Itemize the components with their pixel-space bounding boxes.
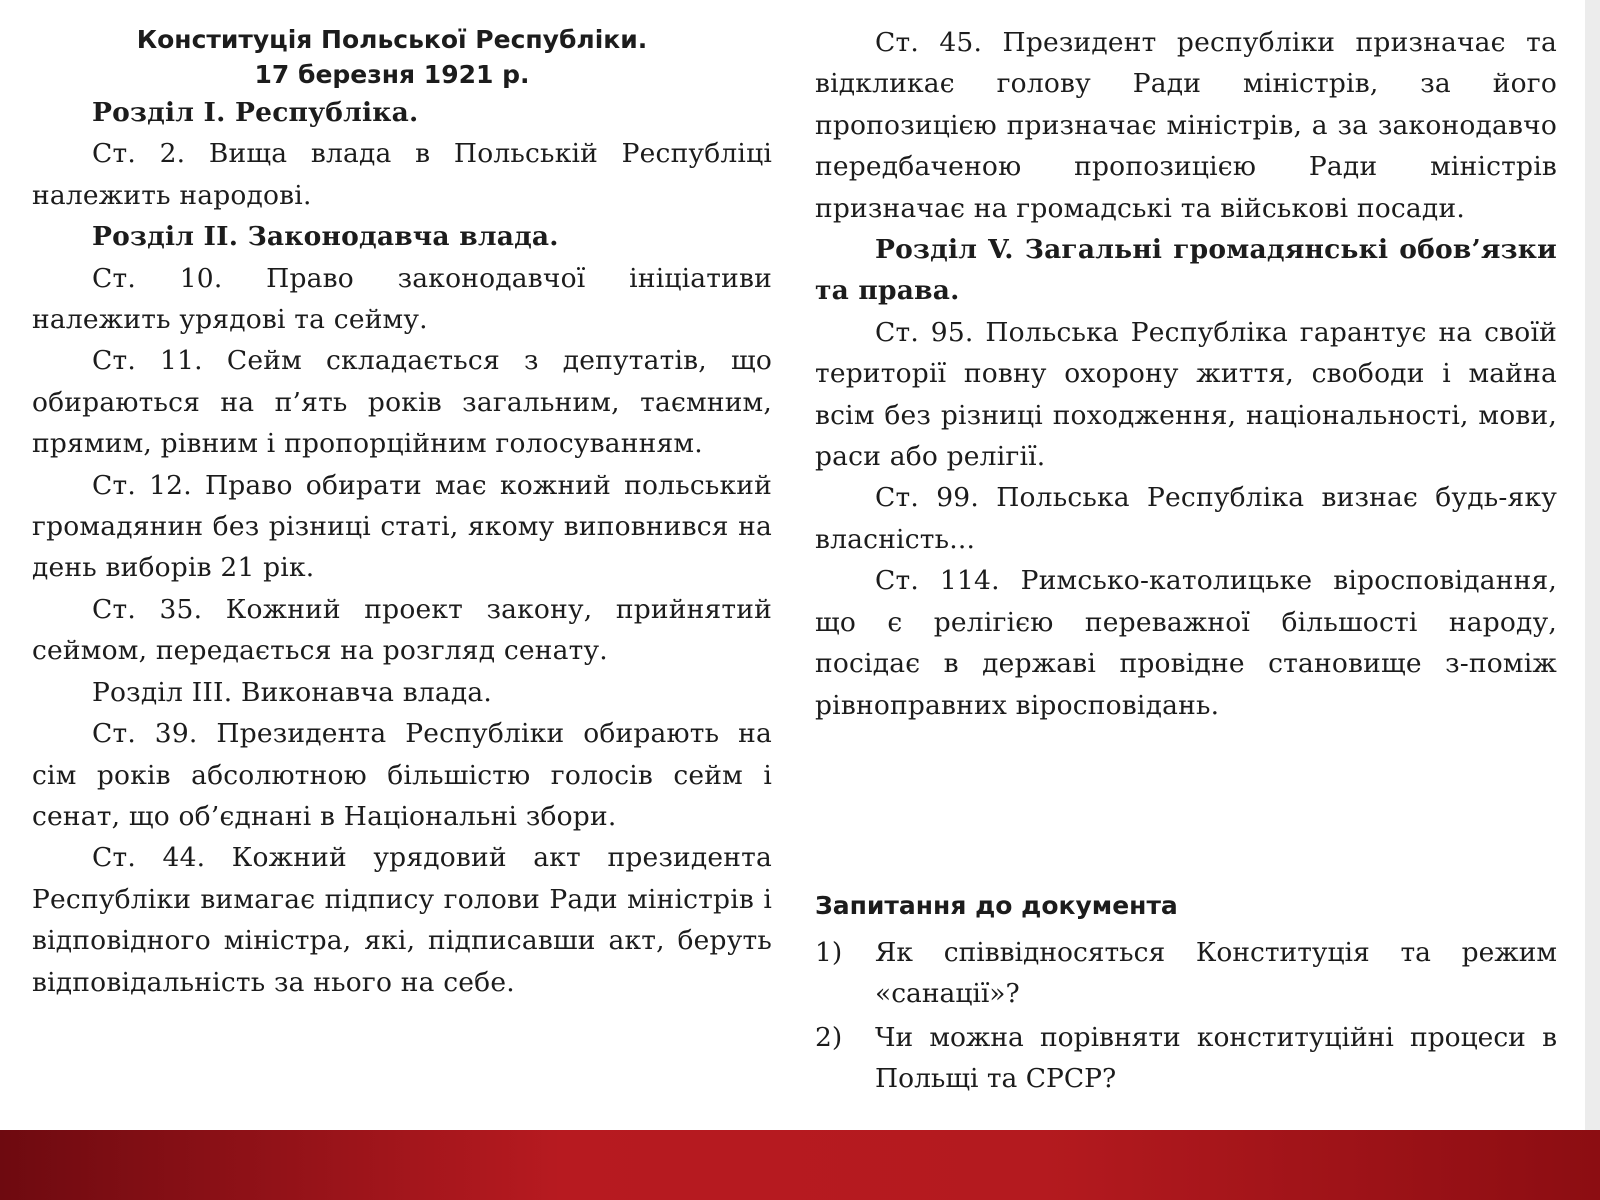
article-45: Ст. 45. Президент республіки призначає та відкликає голову Ради міністрів, за його пропозицією призначає міністрів, а за законодавчо передбаченою пропозицією Ради міністрів призначає на громадські та військові посади. [815,27,1557,224]
section-1-heading: Розділ І. Республіка. [92,97,419,128]
section-3-heading: Розділ ІІІ. Виконавча влада. [92,676,493,708]
article-95: Ст. 95. Польська Республіка гарантує на своїй території повну охорону життя, свободи і майна всім без різниці походження, національності, мови, раси або релігії. [815,316,1557,473]
left-column [32,22,772,1003]
article-99: Ст. 99. Польська Республіка визнає будь-яку власність... [815,482,1557,555]
question-number: 2) [815,1021,843,1053]
question-text: Як співвідносяться Конституція та режим «санації»? [875,937,1557,1010]
question-number: 1) [815,937,843,968]
questions-block [815,888,1557,1102]
document-title [32,22,772,92]
article-35: Ст. 35. Кожний проект закону, прийнятий сеймом, передається на розгляд сенату. [32,593,772,667]
article-12: Ст. 12. Право обирати має кожний польський громадянин без різниці статі, якому виповнився на день виборів 21 рік. [32,469,772,584]
article-44: Ст. 44. Кожний урядовий акт президента Республіки вимагає підпису голови Ради міністрів і відповідного міністра, які, підписавши акт, беруть відповідальність за нього на себе. [32,842,772,998]
title-line-1: Конституція Польської Республіки. [136,25,648,54]
section-5-heading: Розділ V. Загальні громадянські обов’язки та права. [815,234,1557,307]
article-39: Ст. 39. Президента Республіки обирають на сім років абсолютною більшістю голосів сейм і сенат, що об’єднані в Національні збори. [32,718,772,832]
article-11: Ст. 11. Сейм складається з депутатів, що обираються на п’ять років загальним, таємним, прямим, рівним і пропорційним голосуванням. [32,345,772,460]
question-item [815,1017,1557,1100]
footer-band [0,1130,1600,1200]
section-2-heading: Розділ ІІ. Законодавча влада. [92,221,559,253]
question-item [815,932,1557,1015]
page-edge-shadow [1585,0,1600,1130]
article-10: Ст. 10. Право законодавчої ініціативи належить урядові та сейму. [32,262,772,336]
questions-title: Запитання до документа [815,891,1178,920]
article-114: Ст. 114. Римсько-католицьке віросповідання, що є релігією переважної більшості народу, посідає в державі провідне становище з-поміж рівноправних віросповідань. [815,565,1557,721]
article-2: Ст. 2. Вища влада в Польській Республіці належить народові. [32,138,772,211]
question-text: Чи можна порівняти конституційні процеси в Польщі та СРСР? [875,1021,1557,1095]
title-line-2: 17 березня 1921 р. [254,60,530,89]
right-column [815,22,1557,726]
